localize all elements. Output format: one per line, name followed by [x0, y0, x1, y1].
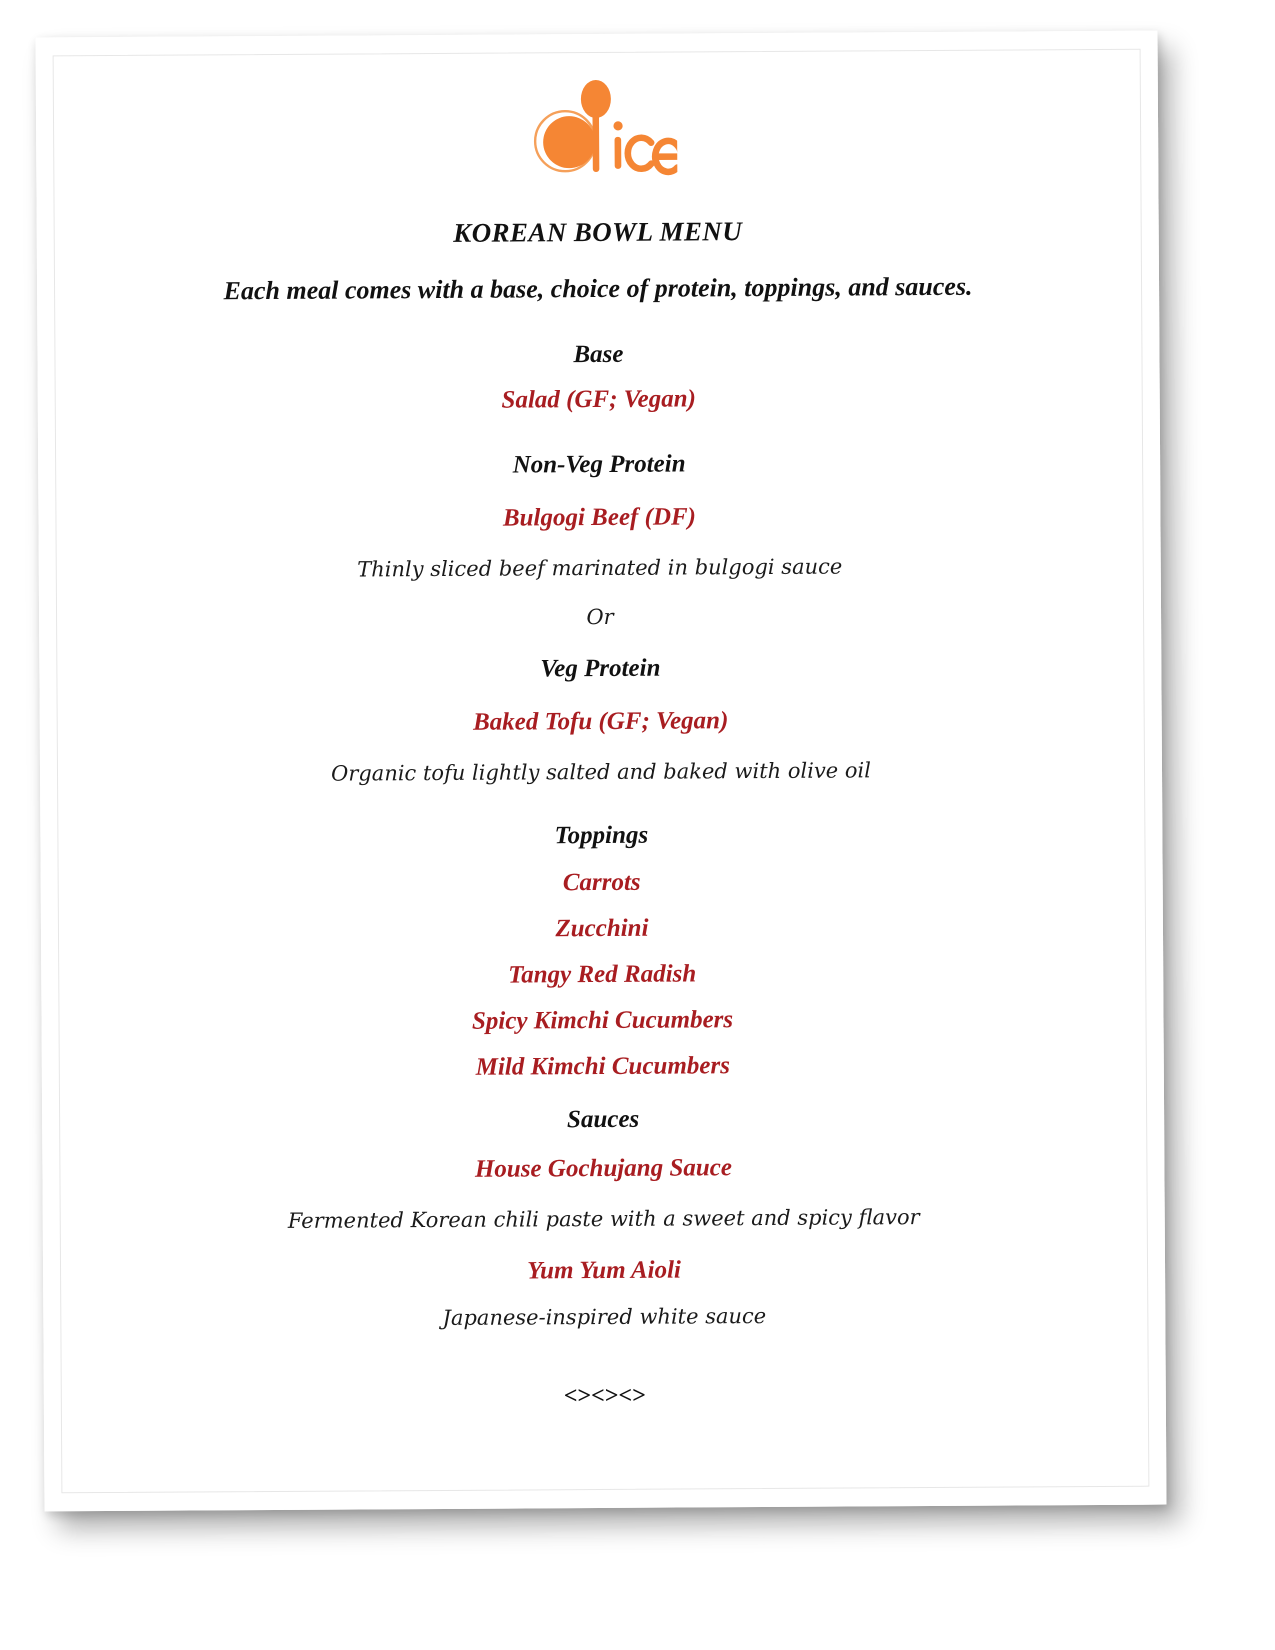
menu-page-border [53, 49, 1150, 1494]
menu-item-name: Mild Kimchi Cucumbers [475, 1052, 730, 1081]
menu-item-name: Salad (GF; Vegan) [501, 385, 697, 414]
section-heading-base: Base [573, 340, 624, 369]
menu-content [54, 50, 1148, 1412]
brand-logo [150, 74, 1045, 183]
section-heading-sauces: Sauces [566, 1105, 640, 1134]
menu-item-description: Thinly sliced beef marinated in bulgogi sauce [357, 554, 843, 582]
footer-ornament: <><><> [563, 1382, 646, 1410]
menu-item-name: Carrots [562, 868, 641, 897]
menu-item-name: Zucchini [555, 914, 649, 943]
menu-page [36, 31, 1167, 1512]
section-heading-non-veg-protein: Non-Veg Protein [512, 450, 686, 479]
menu-item-name: Bulgogi Beef (DF) [502, 503, 697, 532]
menu-item-name: Yum Yum Aioli [527, 1256, 682, 1285]
menu-item-name: Baked Tofu (GF; Vegan) [472, 707, 729, 736]
connector-or: Or [586, 604, 614, 630]
section-heading-veg-protein: Veg Protein [540, 654, 661, 683]
menu-item-name: Tangy Red Radish [508, 960, 697, 989]
menu-item-description: Japanese-inspired white sauce [442, 1304, 767, 1330]
dice-logo-icon [517, 79, 678, 180]
page-subtitle: Each meal comes with a base, choice of protein, toppings, and sauces. [223, 271, 973, 306]
menu-item-description: Organic tofu lightly salted and baked with olive oil [330, 758, 872, 786]
menu-item-name: House Gochujang Sauce [474, 1154, 732, 1183]
section-heading-toppings: Toppings [554, 821, 649, 850]
menu-item-name: Spicy Kimchi Cucumbers [471, 1006, 734, 1035]
menu-item-description: Fermented Korean chili paste with a sweet and spicy flavor [287, 1205, 920, 1233]
page-title: KOREAN BOWL MENU [453, 216, 743, 248]
